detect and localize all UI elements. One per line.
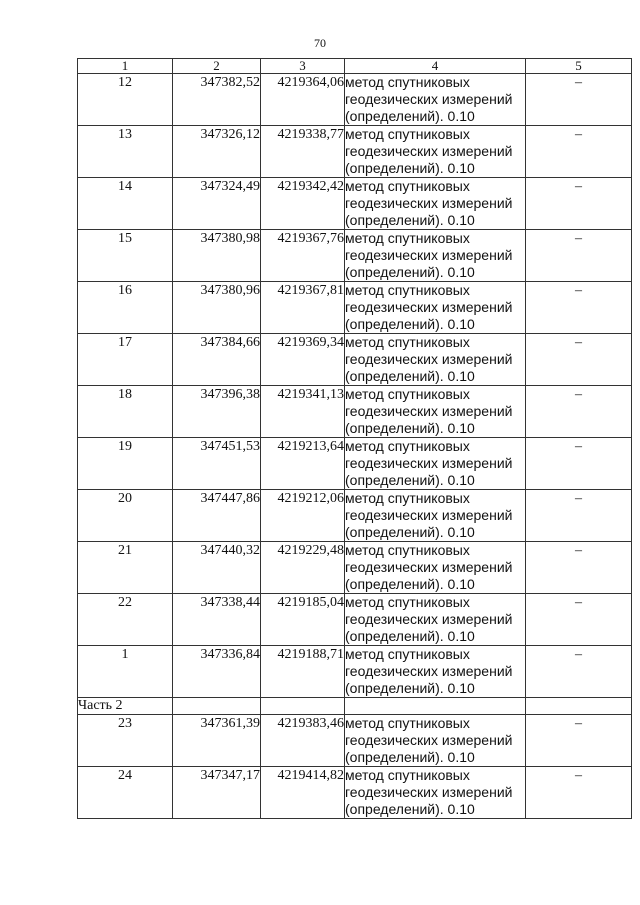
note-cell: – — [526, 230, 632, 282]
x-coordinate-cell: 347336,84 — [173, 646, 261, 698]
point-number-cell: 23 — [78, 715, 173, 767]
x-coordinate-cell: 347326,12 — [173, 126, 261, 178]
x-coordinate-cell: 347384,66 — [173, 334, 261, 386]
y-coordinate-cell: 4219414,82 — [261, 767, 345, 819]
y-coordinate-cell: 4219338,77 — [261, 126, 345, 178]
method-cell: метод спутниковых геодезических измерений (определений). 0.10 — [345, 126, 526, 178]
table-row — [78, 230, 632, 282]
method-cell: метод спутниковых геодезических измерений (определений). 0.10 — [345, 767, 526, 819]
y-coordinate-cell: 4219367,81 — [261, 282, 345, 334]
method-cell: метод спутниковых геодезических измерений (определений). 0.10 — [345, 646, 526, 698]
header-cell-5: 5 — [526, 59, 632, 74]
y-coordinate-cell: 4219383,46 — [261, 715, 345, 767]
x-coordinate-cell: 347396,38 — [173, 386, 261, 438]
x-coordinate-cell: 347380,98 — [173, 230, 261, 282]
table-row — [78, 715, 632, 767]
table-row — [78, 178, 632, 230]
x-coordinate-cell: 347447,86 — [173, 490, 261, 542]
note-cell: – — [526, 490, 632, 542]
table-row — [78, 646, 632, 698]
x-coordinate-cell: 347361,39 — [173, 715, 261, 767]
point-number-cell: 22 — [78, 594, 173, 646]
part-row — [78, 698, 632, 715]
y-coordinate-cell: 4219341,13 — [261, 386, 345, 438]
point-number-cell: 1 — [78, 646, 173, 698]
method-cell: метод спутниковых геодезических измерений (определений). 0.10 — [345, 715, 526, 767]
method-cell: метод спутниковых геодезических измерений (определений). 0.10 — [345, 74, 526, 126]
table-row — [78, 386, 632, 438]
empty-cell — [173, 698, 261, 715]
table-row — [78, 126, 632, 178]
table-row — [78, 438, 632, 490]
note-cell: – — [526, 126, 632, 178]
method-cell: метод спутниковых геодезических измерений (определений). 0.10 — [345, 334, 526, 386]
x-coordinate-cell: 347380,96 — [173, 282, 261, 334]
method-cell: метод спутниковых геодезических измерений (определений). 0.10 — [345, 490, 526, 542]
header-cell-3: 3 — [261, 59, 345, 74]
table-row — [78, 334, 632, 386]
x-coordinate-cell: 347440,32 — [173, 542, 261, 594]
table-header-row — [78, 59, 632, 74]
point-number-cell: 16 — [78, 282, 173, 334]
table-row — [78, 74, 632, 126]
table-row — [78, 594, 632, 646]
point-number-cell: 21 — [78, 542, 173, 594]
y-coordinate-cell: 4219185,04 — [261, 594, 345, 646]
point-number-cell: 17 — [78, 334, 173, 386]
empty-cell — [345, 698, 526, 715]
point-number-cell: 12 — [78, 74, 173, 126]
note-cell: – — [526, 594, 632, 646]
note-cell: – — [526, 282, 632, 334]
page-number: 70 — [314, 36, 326, 50]
method-cell: метод спутниковых геодезических измерений (определений). 0.10 — [345, 230, 526, 282]
header-cell-4: 4 — [345, 59, 526, 74]
point-number-cell: 13 — [78, 126, 173, 178]
y-coordinate-cell: 4219213,64 — [261, 438, 345, 490]
note-cell: – — [526, 715, 632, 767]
note-cell: – — [526, 74, 632, 126]
coordinates-table — [77, 58, 632, 819]
point-number-cell: 19 — [78, 438, 173, 490]
header-cell-1: 1 — [78, 59, 173, 74]
x-coordinate-cell: 347451,53 — [173, 438, 261, 490]
method-cell: метод спутниковых геодезических измерений (определений). 0.10 — [345, 594, 526, 646]
note-cell: – — [526, 542, 632, 594]
x-coordinate-cell: 347324,49 — [173, 178, 261, 230]
y-coordinate-cell: 4219229,48 — [261, 542, 345, 594]
method-cell: метод спутниковых геодезических измерений (определений). 0.10 — [345, 386, 526, 438]
point-number-cell: 18 — [78, 386, 173, 438]
table-row — [78, 282, 632, 334]
point-number-cell: 14 — [78, 178, 173, 230]
table-row — [78, 767, 632, 819]
method-cell: метод спутниковых геодезических измерений (определений). 0.10 — [345, 282, 526, 334]
x-coordinate-cell: 347382,52 — [173, 74, 261, 126]
part-label: Часть 2 — [78, 698, 173, 715]
y-coordinate-cell: 4219369,34 — [261, 334, 345, 386]
note-cell: – — [526, 438, 632, 490]
method-cell: метод спутниковых геодезических измерений (определений). 0.10 — [345, 178, 526, 230]
empty-cell — [261, 698, 345, 715]
y-coordinate-cell: 4219212,06 — [261, 490, 345, 542]
y-coordinate-cell: 4219367,76 — [261, 230, 345, 282]
point-number-cell: 24 — [78, 767, 173, 819]
note-cell: – — [526, 646, 632, 698]
point-number-cell: 20 — [78, 490, 173, 542]
table-row — [78, 542, 632, 594]
table-row — [78, 490, 632, 542]
x-coordinate-cell: 347347,17 — [173, 767, 261, 819]
note-cell: – — [526, 767, 632, 819]
note-cell: – — [526, 178, 632, 230]
method-cell: метод спутниковых геодезических измерений (определений). 0.10 — [345, 438, 526, 490]
method-cell: метод спутниковых геодезических измерений (определений). 0.10 — [345, 542, 526, 594]
x-coordinate-cell: 347338,44 — [173, 594, 261, 646]
header-cell-2: 2 — [173, 59, 261, 74]
y-coordinate-cell: 4219342,42 — [261, 178, 345, 230]
note-cell: – — [526, 386, 632, 438]
y-coordinate-cell: 4219188,71 — [261, 646, 345, 698]
point-number-cell: 15 — [78, 230, 173, 282]
y-coordinate-cell: 4219364,06 — [261, 74, 345, 126]
empty-cell — [526, 698, 632, 715]
note-cell: – — [526, 334, 632, 386]
